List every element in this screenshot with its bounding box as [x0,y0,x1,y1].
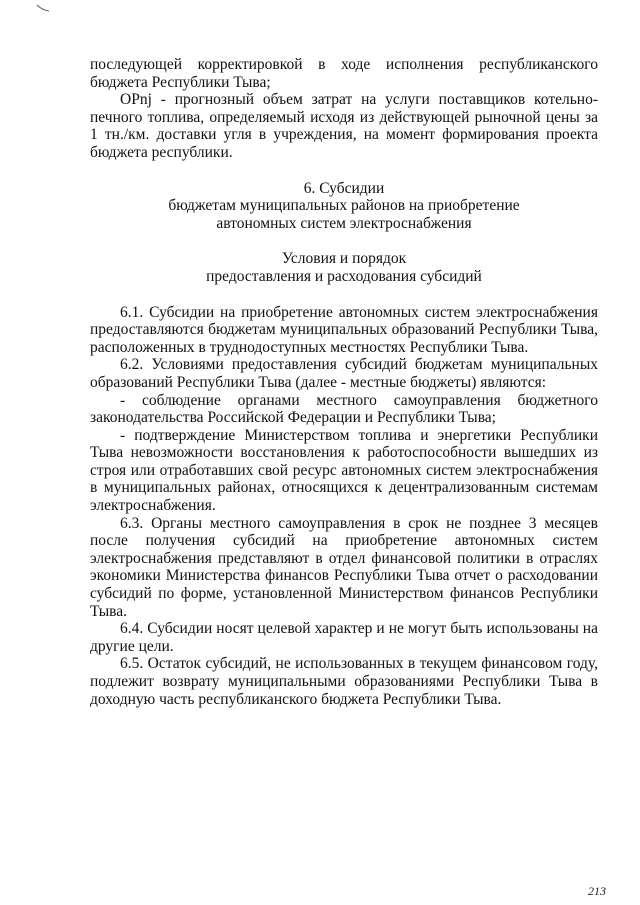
clause-6-2: 6.2. Условиями предоставления субсидий бюджетам муниципальных образований Республики Тыва (далее - местные бюджеты) являются: [90,356,598,391]
clause-6-2-item-1: - соблюдение органами местного самоуправления бюджетного законодательства Российской Федерации и Республики Тыва; [90,391,598,427]
section-heading-line2: бюджетам муниципальных районов на приобретение [168,197,520,215]
page-number: 213 [588,884,606,898]
clause-6-4: 6.4. Субсидии носят целевой характер и не могут быть использованы на другие цели. [90,620,598,655]
clause-6-5: 6.5. Остаток субсидий, не использованных в текущем финансовом году, подлежит возврату муниципальными образованиями Республики Тыва в доходную часть республиканского бюджета Республики Тыва. [90,655,598,708]
document-body [90,56,598,708]
subsection-heading-line2: предоставления и расходования субсидий [206,267,482,285]
section-heading-line3: автономных систем электроснабжения [216,214,472,232]
paragraph-continuation: последующей корректировкой в ходе исполнения республиканского бюджета Республики Тыва; [90,56,598,91]
section-heading: 6. Субсидии [303,179,385,197]
clause-6-3: 6.3. Органы местного самоуправления в срок не позднее 3 месяцев после получения субсидий на приобретение автономных систем электроснабжения представляют в отдел финансовой политики в отраслях экономики Министерства финансов Республики Тыва отчет о расходовании субсидий по форме, установленной Министерством финансов Республики Тыва. [90,514,598,620]
clause-6-1: 6.1. Субсидии на приобретение автономных систем электроснабжения предоставляются бюджетам муниципальных образований Республики Тыва, расположенных в труднодоступных местностях Республики Тыва. [90,303,598,356]
paragraph-opnj-definition: ОPnj - прогнозный объем затрат на услуги поставщиков котельно-печного топлива, определяемый исходя из действующей рыночной цены за 1 тн./км. доставки угля в учреждения, на момент формирования проекта бюджета республики. [90,91,598,161]
subsection-heading: Условия и порядок [281,250,407,268]
clause-6-2-item-2: - подтверждение Министерством топлива и энергетики Республики Тыва невозможности восстановления к работоспособности вышедших из строя или отработавших свой ресурс автономных систем электроснабжения в муниципальных районах, относящихся к децентрализованным системам электроснабжения. [90,426,598,515]
scan-corner-mark [36,4,50,12]
